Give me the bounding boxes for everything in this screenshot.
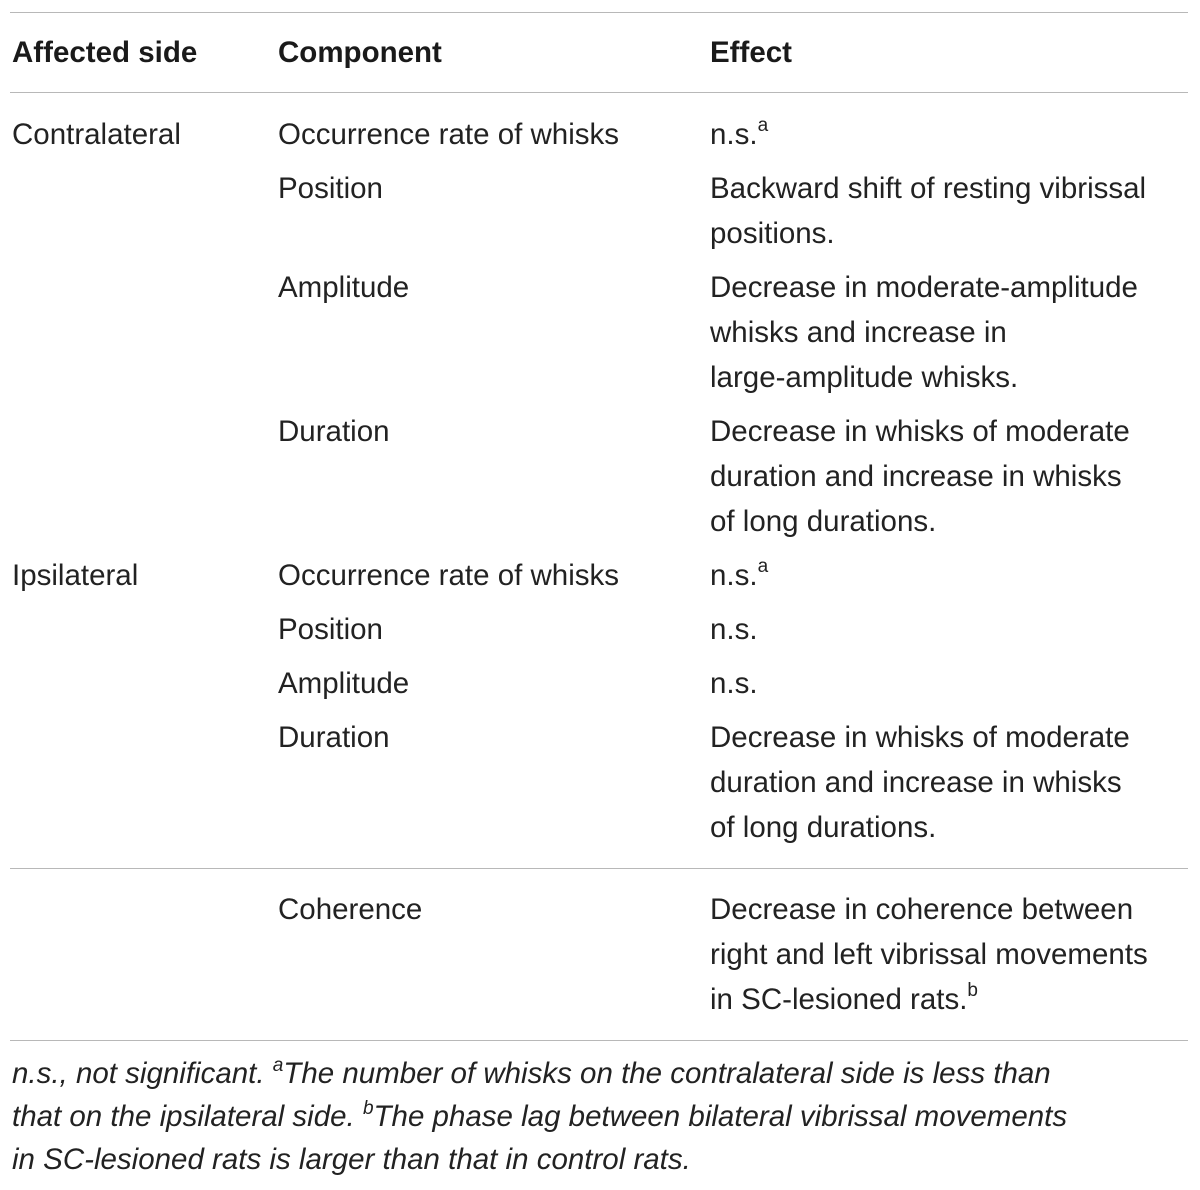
bottom-rule: [10, 1040, 1188, 1041]
row-component: Duration: [278, 721, 390, 754]
footnote-text: that on the ipsilateral side.: [12, 1100, 363, 1133]
effect-line: duration and increase in whisks: [710, 766, 1122, 799]
effect-text: n.s.: [710, 118, 758, 151]
effect-footnote-mark: a: [757, 115, 769, 137]
row-effect: n.s.: [710, 613, 758, 646]
effect-line: Decrease in whisks of moderate: [710, 415, 1130, 448]
row-effect: [710, 112, 768, 157]
footnote-text: The number of whisks on the contralateral side is less than: [283, 1057, 1051, 1090]
row-effect: [710, 553, 768, 598]
row-component: Duration: [278, 415, 390, 448]
footnote-mark-b: b: [362, 1098, 374, 1120]
header-affected-side: Affected side: [12, 36, 198, 69]
effect-line: positions.: [710, 217, 835, 250]
row-effect: [710, 715, 1130, 850]
effect-line: duration and increase in whisks: [710, 460, 1122, 493]
row-component: Position: [278, 613, 383, 646]
footnote-text: The phase lag between bilateral vibrissal movements: [373, 1100, 1068, 1133]
effect-line: Decrease in moderate-amplitude: [710, 271, 1138, 304]
effect-text: n.s.: [710, 559, 758, 592]
effect-line: large-amplitude whisks.: [710, 361, 1019, 394]
footnote-line: [12, 1052, 1188, 1095]
row-component: Occurrence rate of whisks: [278, 559, 620, 592]
effect-line: Backward shift of resting vibrissal: [710, 172, 1147, 205]
effect-line: of long durations.: [710, 811, 937, 844]
row-effect: [710, 409, 1130, 544]
row-component: Amplitude: [278, 271, 410, 304]
effect-line: whisks and increase in: [710, 316, 1007, 349]
effect-line: right and left vibrissal movements: [710, 938, 1148, 971]
row-effect: [710, 887, 1148, 1022]
footnote-line: [12, 1095, 1188, 1138]
effect-line: of long durations.: [710, 505, 937, 538]
row-component: Position: [278, 172, 383, 205]
footnote-text: n.s., not significant.: [12, 1057, 273, 1090]
effect-line: Decrease in whisks of moderate: [710, 721, 1130, 754]
row-effect: n.s.: [710, 667, 758, 700]
row-effect: [710, 265, 1138, 400]
row-side-contralateral: Contralateral: [12, 118, 181, 151]
top-rule: [10, 12, 1188, 13]
table-footnote: [12, 1052, 1188, 1181]
effect-footnote-mark: a: [757, 556, 769, 578]
footnote-mark-a: a: [272, 1055, 284, 1077]
effect-line: Decrease in coherence between: [710, 893, 1134, 926]
header-effect: Effect: [710, 36, 792, 69]
row-component: Coherence: [278, 893, 423, 926]
header-rule: [10, 92, 1188, 93]
footnote-line: in SC-lesioned rats is larger than that in control rats.: [12, 1143, 691, 1176]
row-side-ipsilateral: Ipsilateral: [12, 559, 139, 592]
row-component: Occurrence rate of whisks: [278, 118, 620, 151]
header-component: Component: [278, 36, 442, 69]
row-effect: [710, 166, 1146, 256]
effect-text: in SC-lesioned rats.: [710, 983, 968, 1016]
section-rule: [10, 868, 1188, 869]
row-component: Amplitude: [278, 667, 410, 700]
effect-footnote-mark: b: [967, 980, 978, 1002]
effect-line: [710, 977, 1148, 1022]
